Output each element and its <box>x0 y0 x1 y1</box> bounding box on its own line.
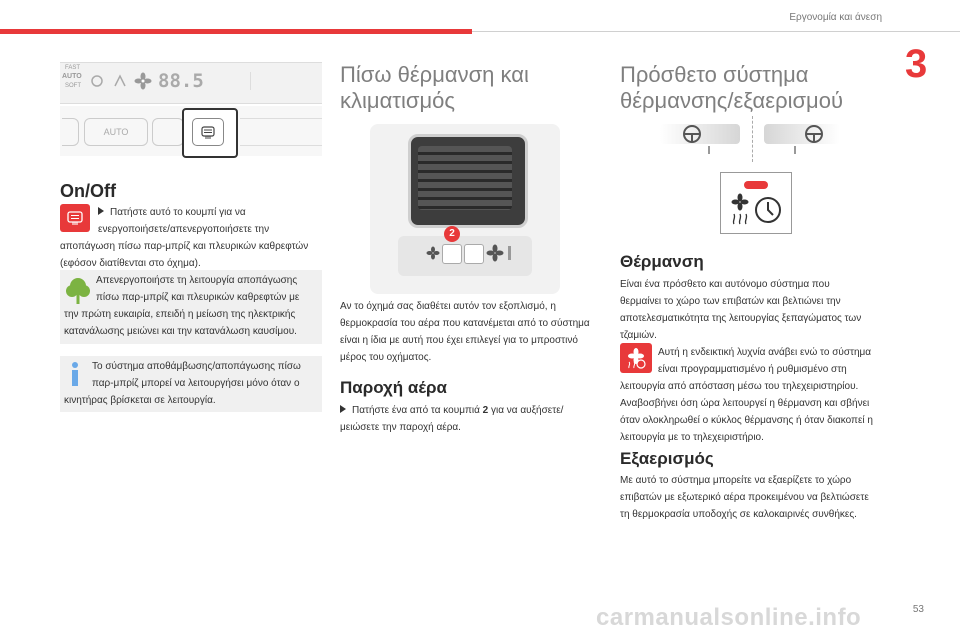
rear-heating-title: Πίσω θέρμανση και κλιματισμός <box>340 62 529 113</box>
rear-heating-paragraph: Αν το όχημά σας διαθέτει αυτόν τον εξοπλισμό, η θερμοκρασία του αέρα που κατανέμεται από το σύστημα είναι η ίδια με αυτή που έχει επιλεγεί για το μπροστινό μέρος του οχήματος. <box>340 301 590 363</box>
additional-system-title: Πρόσθετο σύστημα θέρμανσης/εξαερισμού <box>620 62 843 113</box>
step-arrow-icon <box>98 207 104 215</box>
steering-wheel-left-icon <box>682 124 702 144</box>
status-led <box>744 181 768 189</box>
heater-warning-lamp-icon <box>620 343 652 373</box>
chapter-number: 3 <box>905 42 928 86</box>
fan-icon <box>134 72 152 90</box>
air-supply-title: Παροχή αέρα <box>340 378 447 397</box>
callout-badge: 2 <box>444 226 460 242</box>
page-number: 53 <box>912 604 924 615</box>
onoff-title: On/Off <box>60 181 116 201</box>
rear-defrost-button[interactable] <box>192 118 224 146</box>
eco-text: Απενεργοποιήστε τη λειτουργία αποπάγωσης πίσω παρ-μπρίζ και πλευρικών καθρεφτών με την πρώτη ευκαιρία, επειδή η μείωση της ηλεκτρικής κατανάλωσης μειώνει και την κατανάλωση καυσίμου. <box>64 275 300 337</box>
steering-wheel-diagram <box>660 116 840 162</box>
header-rule <box>472 31 960 32</box>
ventilation-title: Εξαερισμός <box>620 449 714 468</box>
onoff-step: Πατήστε αυτό το κουμπί για να ενεργοποιήσετε/απενεργοποιήσετε την αποπάγωση πίσω παρ-μπρίζ και πλευρικών καθρεφτών (εφόσον διατίθενται στο όχημα). <box>60 207 309 269</box>
heating-paragraph: Είναι ένα πρόσθετο και αυτόνομο σύστημα που θερμαίνει το χώρο των επιβατών και βελτιώνει την αποτελεσματικότητα της λειτουργίας ξεπαγώματος των τζαμιών. Αυτή η ενδεικτική λυχνία ανάβει ενώ το σύστημα είναι προγραμματισμένο ή ρυθμισμένο στη λειτουργία από απόσταση μέσω του τηλεχειριστηρίου. Αναβοσβήνει όση ώρα λειτουργεί η θέρμανση και σβήνει όταν ολοκληρωθεί ο κύκλος θέρμανσης ή όταν διακοπεί η λειτουργία με το τηλεχειριστήριο. <box>620 279 873 443</box>
step-arrow-icon <box>340 405 346 413</box>
heating-ventilation-switch[interactable] <box>720 172 792 234</box>
watermark: carmanualsonline.info <box>596 604 862 631</box>
rear-vent-illustration <box>370 124 560 294</box>
fan-increase-button[interactable] <box>464 244 484 264</box>
timer-icon <box>753 195 783 225</box>
rear-defrost-icon <box>200 124 216 140</box>
air-supply-step: Πατήστε ένα από τα κουμπιά 2 για να αυξήσετε/ μειώσετε την παροχή αέρα. <box>340 405 564 433</box>
control-panel-illustration: FAST AUTO SOFT 88.5 AUTO <box>60 62 322 158</box>
header-accent-bar <box>0 29 472 34</box>
ventilation-paragraph: Με αυτό το σύστημα μπορείτε να εξαερίζετε το χώρο επιβατών με εξωτερικό αέρα προκειμένου να βελτιώσετε τη θερμοκρασία υποδοχής σε καλοκαιρινές συνθήκες. <box>620 475 869 520</box>
auto-button[interactable]: AUTO <box>84 118 148 146</box>
section-title: Εργονομία και άνεση <box>789 12 882 23</box>
seat-airflow-icon <box>112 73 128 89</box>
fan-decrease-button[interactable] <box>442 244 462 264</box>
info-text: Το σύστημα αποθάμβωσης/αποπάγωσης πίσω παρ-μπρίζ μπορεί να λειτουργήσει μόνο όταν ο κινητήρας βρίσκεται σε λειτουργία. <box>64 361 301 406</box>
fan-icon <box>731 193 749 211</box>
heat-waves-icon <box>731 211 749 225</box>
fan-low-icon <box>426 246 440 260</box>
recirculation-icon <box>90 74 104 88</box>
steering-wheel-right-icon <box>804 124 824 144</box>
heating-title: Θέρμανση <box>620 252 704 271</box>
fan-high-icon <box>486 244 504 262</box>
temperature-display: 88.5 <box>158 70 204 92</box>
